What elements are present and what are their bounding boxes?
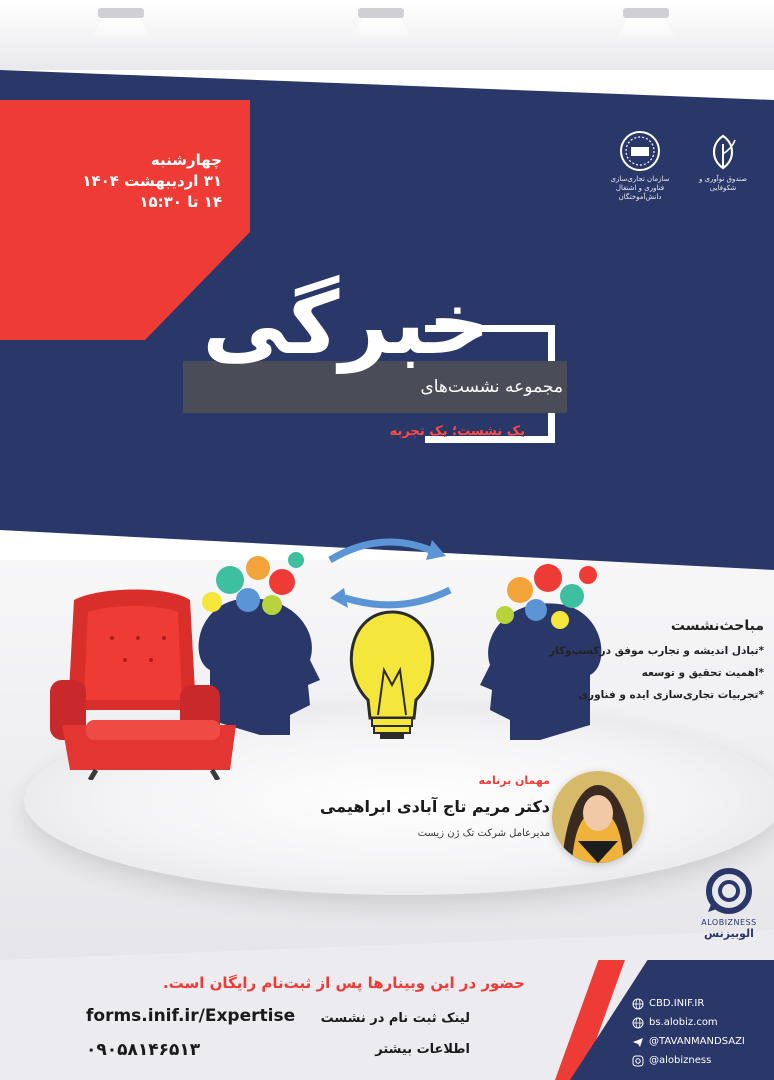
instagram-icon	[632, 1055, 644, 1067]
jahad-caption: سازمان تجاری‌سازی فناوری و اشتغال دانش‌آموختگان	[610, 175, 670, 201]
session-topics	[470, 618, 764, 706]
globe-icon	[632, 998, 644, 1010]
alobizness-logo	[694, 868, 764, 958]
event-tagline: یک نشست؛ یک تجربه	[389, 424, 525, 439]
contact-website-alobiz[interactable]	[632, 1013, 774, 1032]
series-label: مجموعه نشست‌های	[420, 377, 563, 397]
free-registration-notice: حضور در این وبینارها پس از ثبت‌نام رایگان است.	[162, 974, 525, 992]
guest-portrait-icon	[552, 771, 644, 863]
contact-text: @TAVANMANDSAZI	[649, 1036, 745, 1047]
telegram-icon	[632, 1036, 644, 1048]
topics-heading: مباحث‌نشست	[670, 618, 764, 634]
phone-number[interactable]: ۰۹۰۵۸۱۴۶۵۱۳	[86, 1040, 201, 1060]
ceiling-spotlight	[350, 8, 412, 38]
arrow-left-icon	[345, 590, 450, 605]
innovation-fund-logo	[688, 130, 758, 210]
globe-icon	[632, 1017, 644, 1029]
registration-label: لینک ثبت نام در نشست	[320, 1011, 470, 1026]
brand-latin: ALOBIZNESS	[701, 918, 757, 927]
ceiling	[0, 0, 774, 70]
contact-text: @alobizness	[649, 1055, 712, 1066]
event-date: ۳۱ اردیبهشت ۱۴۰۴	[82, 172, 222, 190]
chat-bubble-icon	[706, 868, 752, 914]
more-info-label: اطلاعات بیشتر	[375, 1042, 470, 1057]
registration-link[interactable]: forms.inif.ir/Expertise	[86, 1006, 296, 1026]
light-bulb-icon	[351, 612, 432, 739]
ceiling-spotlight	[90, 8, 152, 38]
event-day: چهارشنبه	[150, 151, 222, 169]
contact-instagram[interactable]	[632, 1051, 774, 1070]
contact-text: CBD.INIF.IR	[649, 998, 705, 1009]
arrow-right-icon	[330, 542, 430, 560]
innovation-fund-caption: صندوق نوآوری و شکوفایی	[698, 175, 748, 192]
contact-list	[632, 994, 774, 1070]
topic-item: *تجربیات تجاری‌سازی ایده و فناوری	[578, 689, 764, 701]
event-title: خبرگی	[202, 274, 490, 374]
topic-item: *تبادل اندیشه و تجارب موفق درکسب‌وکار	[549, 645, 764, 657]
jahad-logo	[605, 130, 675, 210]
topic-item: *اهمیت تحقیق و توسعه	[641, 667, 764, 679]
guest-role: مدیرعامل شرکت تک ژن زیست	[417, 828, 550, 839]
brand-persian: الوبیزنس	[704, 927, 754, 940]
ceiling-spotlight	[615, 8, 677, 38]
contact-text: bs.alobiz.com	[649, 1017, 718, 1028]
contact-website-cbd[interactable]	[632, 994, 774, 1013]
left-ideas-cluster	[202, 552, 304, 615]
event-date-block	[22, 150, 222, 213]
guest-avatar	[552, 771, 644, 863]
event-time: ۱۴ تا ۱۵:۳۰	[139, 193, 222, 211]
leaf-emblem-icon	[703, 130, 743, 172]
jahad-emblem-icon	[619, 130, 661, 172]
guest-info	[280, 774, 550, 839]
guest-name: دکتر مریم تاج آبادی ابراهیمی	[319, 797, 550, 816]
contact-telegram[interactable]	[632, 1032, 774, 1051]
guest-label: مهمان برنامه	[478, 774, 550, 787]
